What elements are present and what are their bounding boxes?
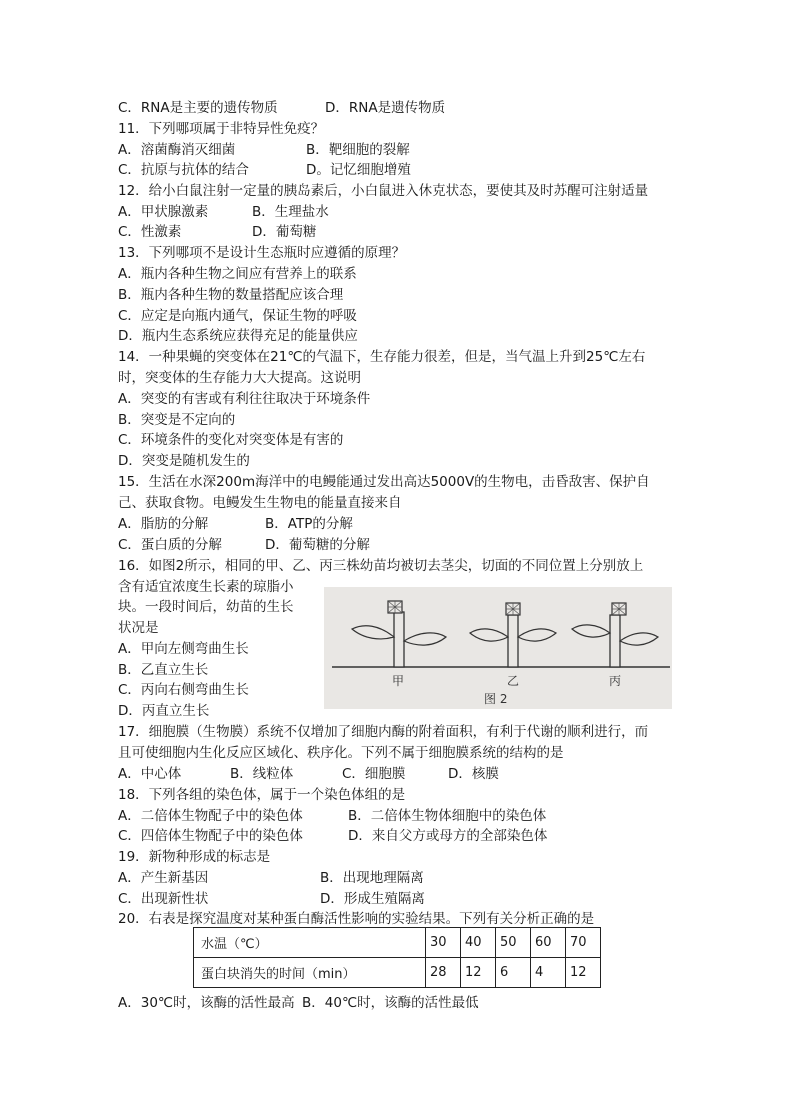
q19-stem: 19．新物种形成的标志是 (118, 849, 271, 865)
table-cell: 12 (566, 958, 601, 988)
q15-stem-line2: 己、获取食物。电鳗发生生物电的能量直接来自 (118, 495, 402, 511)
q18-option-b: B．二倍体生物体细胞中的染色体 (348, 808, 547, 824)
q17-stem-line1: 17．细胞膜（生物膜）系统不仅增加了细胞内酶的附着面积，有利于代谢的顺利进行，而 (118, 724, 649, 740)
q13-option-a: A．瓶内各种生物之间应有营养上的联系 (118, 266, 357, 282)
figure-caption: 图 2 (484, 692, 508, 706)
q16-stem-line1: 16．如图2所示，相同的甲、乙、丙三株幼苗均被切去茎尖，切面的不同位置上分别放上 (118, 558, 644, 574)
q17-option-c: C．细胞膜 (342, 766, 406, 782)
q10-option-d: D．RNA是遗传物质 (325, 100, 446, 116)
table-cell: 70 (566, 928, 601, 958)
seedling-jia-stem (394, 612, 404, 667)
table-row (194, 958, 601, 988)
table-cell: 60 (531, 928, 566, 958)
q12-option-b: B．生理盐水 (252, 204, 329, 220)
figure-label-bing: 丙 (609, 674, 622, 688)
q17-stem-line2: 且可使细胞内生化反应区域化、秩序化。下列不属于细胞膜系统的结构的是 (118, 745, 564, 761)
q13-stem: 13．下列哪项不是设计生态瓶时应遵循的原理？ (118, 245, 406, 261)
q15-option-d: D．葡萄糖的分解 (265, 537, 370, 553)
q20-stem: 20．右表是探究温度对某种蛋白酶活性影响的实验结果。下列有关分析正确的是 (118, 911, 595, 927)
table-cell: 4 (531, 958, 566, 988)
figure-label-yi: 乙 (507, 674, 520, 688)
q14-option-b: B．突变是不定向的 (118, 412, 236, 428)
table-cell: 30 (426, 928, 461, 958)
seedling-jia (352, 601, 446, 667)
q13-option-c: C．应定是向瓶内通气，保证生物的呼吸 (118, 308, 357, 324)
seedling-jia-left-leaf (352, 626, 394, 639)
seedling-bing-left-leaf (572, 625, 610, 637)
q16-option-a: A．甲向左侧弯曲生长 (118, 641, 249, 657)
q11-option-a: A．溶菌酶消灭细菌 (118, 142, 236, 158)
table-cell: 28 (426, 958, 461, 988)
q14-stem-line1: 14．一种果蝇的突变体在21℃的气温下，生存能力很差，但是，当气温上升到25℃左右 (118, 349, 646, 365)
q17-option-b: B．线粒体 (230, 766, 294, 782)
q12-option-a: A．甲状腺激素 (118, 204, 209, 220)
table-header-disappear-time: 蛋白块消失的时间（min） (194, 958, 426, 988)
q15-stem-line1: 15．生活在水深200m海洋中的电鳗能通过发出高达5000V的生物电，击昏敌害、保护自 (118, 474, 650, 490)
enzyme-temperature-table (193, 927, 601, 988)
seedling-bing (572, 603, 658, 667)
table-cell: 40 (461, 928, 496, 958)
q16-stem-line4: 状况是 (118, 620, 159, 636)
q16-stem-line3: 块。一段时间后，幼苗的生长 (118, 599, 294, 615)
q12-option-d: D．葡萄糖 (252, 224, 317, 240)
q16-option-c: C．丙向右侧弯曲生长 (118, 682, 249, 698)
q15-option-c: C．蛋白质的分解 (118, 537, 222, 553)
q15-option-a: A．脂肪的分解 (118, 516, 209, 532)
q18-option-d: D．来自父方或母方的全部染色体 (348, 828, 548, 844)
q11-option-b: B．靶细胞的裂解 (306, 142, 410, 158)
q11-option-d: D。记忆细胞增殖 (306, 162, 411, 178)
figure-2-seedlings (324, 587, 672, 709)
q11-stem: 11．下列哪项属于非特异性免疫？ (118, 121, 325, 137)
q19-option-d: D．形成生殖隔离 (320, 891, 425, 907)
seedling-yi (470, 603, 556, 667)
q19-option-b: B．出现地理隔离 (320, 870, 424, 886)
table-header-water-temp: 水温（℃） (194, 928, 426, 958)
q13-option-d: D．瓶内生态系统应获得充足的能量供应 (118, 328, 358, 344)
seedling-jia-right-leaf (404, 633, 446, 645)
seedling-bing-right-leaf (620, 633, 658, 645)
q16-stem-line2: 含有适宜浓度生长素的琼脂小 (118, 579, 294, 595)
q12-stem: 12．给小白鼠注射一定量的胰岛素后，小白鼠进入休克状态，要使其及时苏醒可注射适量 (118, 183, 649, 199)
table-cell: 6 (496, 958, 531, 988)
q18-option-c: C．四倍体生物配子中的染色体 (118, 828, 303, 844)
q17-option-a: A．中心体 (118, 766, 182, 782)
q12-option-c: C．性激素 (118, 224, 182, 240)
q18-option-a: A．二倍体生物配子中的染色体 (118, 808, 303, 824)
figure-label-jia: 甲 (392, 674, 405, 688)
q11-option-c: C．抗原与抗体的结合 (118, 162, 249, 178)
q20-option-b: B．40℃时，该酶的活性最低 (302, 995, 479, 1011)
seedling-yi-left-leaf (470, 629, 508, 641)
table-cell: 50 (496, 928, 531, 958)
q15-option-b: B．ATP的分解 (265, 516, 353, 532)
q20-option-a: A．30℃时，该酶的活性最高 (118, 995, 295, 1011)
q13-option-b: B．瓶内各种生物的数量搭配应该合理 (118, 287, 344, 303)
table-cell: 12 (461, 958, 496, 988)
q17-option-d: D．核膜 (448, 766, 499, 782)
seedling-yi-stem (508, 615, 518, 667)
table-row (194, 928, 601, 958)
q10-option-c: C．RNA是主要的遗传物质 (118, 100, 278, 116)
q19-option-a: A．产生新基因 (118, 870, 209, 886)
q19-option-c: C．出现新性状 (118, 891, 209, 907)
seedling-bing-stem (610, 615, 620, 667)
q16-option-b: B．乙直立生长 (118, 662, 209, 678)
q18-stem: 18．下列各组的染色体，属于一个染色体组的是 (118, 787, 406, 803)
seedling-yi-right-leaf (518, 629, 556, 641)
q16-option-d: D．丙直立生长 (118, 703, 210, 719)
q14-stem-line2: 时，突变体的生存能力大大提高。这说明 (118, 370, 361, 386)
q14-option-c: C．环境条件的变化对突变体是有害的 (118, 432, 344, 448)
q14-option-a: A．突变的有害或有利往往取决于环境条件 (118, 391, 371, 407)
q14-option-d: D．突变是随机发生的 (118, 453, 250, 469)
